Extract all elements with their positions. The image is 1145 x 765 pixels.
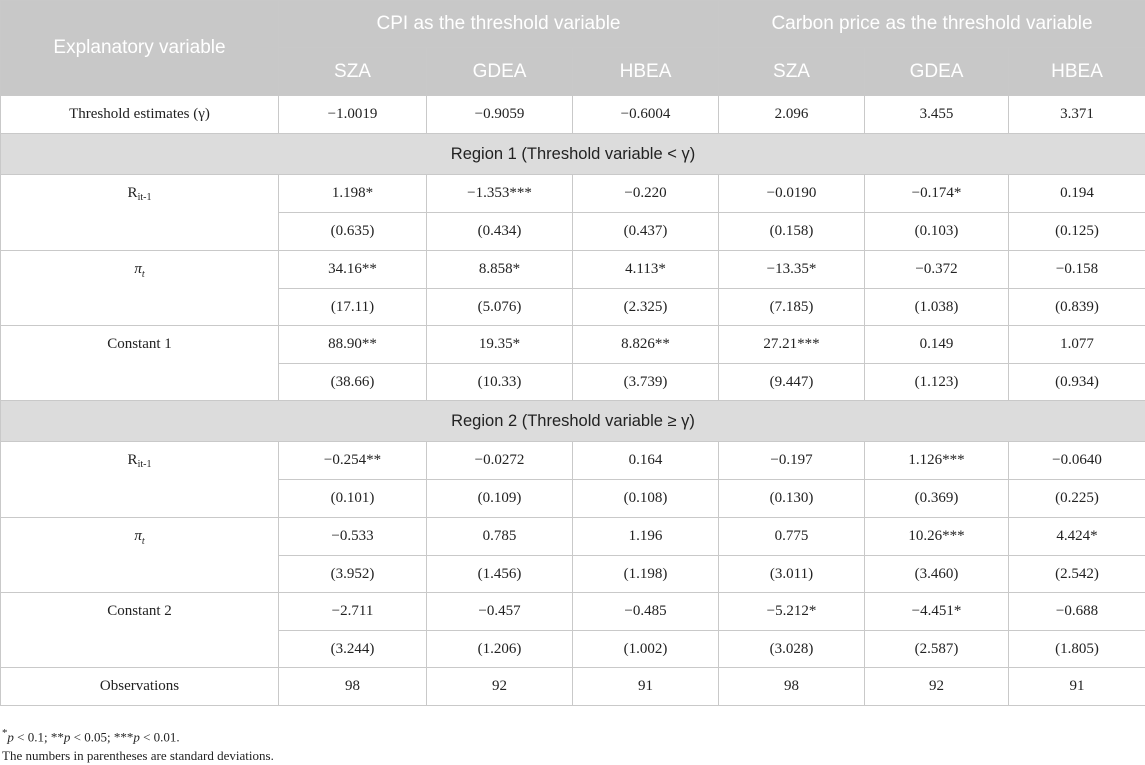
row-observations	[1, 668, 1145, 706]
region1-title: Region 1 (Threshold variable < γ)	[1, 134, 1145, 175]
pi-subscript: t	[142, 536, 145, 547]
cell: −0.457	[427, 593, 573, 631]
cell: (1.206)	[427, 631, 573, 668]
row-label-constant2: Constant 2	[1, 593, 279, 668]
cell: (3.028)	[719, 631, 865, 668]
r-subscript: it-1	[138, 192, 152, 203]
cell: 98	[279, 668, 427, 706]
cell: (1.038)	[865, 289, 1009, 326]
row-label-pi	[1, 251, 279, 326]
cell: (0.103)	[865, 213, 1009, 251]
r2-const-coef-row	[1, 593, 1145, 631]
p-symbol: p	[7, 729, 14, 744]
star: *	[2, 727, 7, 739]
cell: 91	[573, 668, 719, 706]
cell: (0.934)	[1009, 364, 1145, 401]
cell: (3.952)	[279, 556, 427, 593]
cell: (1.002)	[573, 631, 719, 668]
cell: 1.198*	[279, 175, 427, 213]
note-part: < 0.01.	[140, 729, 180, 744]
cell: −5.212*	[719, 593, 865, 631]
cell: 8.826**	[573, 326, 719, 364]
header-group-cpi: CPI as the threshold variable	[279, 1, 719, 48]
significance-note	[2, 724, 274, 746]
cell: 1.196	[573, 518, 719, 556]
cell: (0.109)	[427, 480, 573, 518]
r-subscript: it-1	[138, 459, 152, 470]
header-stub: Explanatory variable	[1, 1, 279, 96]
cell: −1.353***	[427, 175, 573, 213]
cell: (3.460)	[865, 556, 1009, 593]
col-header-sza-cpi: SZA	[279, 48, 427, 96]
cell: −0.485	[573, 593, 719, 631]
row-label-threshold: Threshold estimates (γ)	[1, 96, 279, 134]
cell: (0.369)	[865, 480, 1009, 518]
cell: (0.125)	[1009, 213, 1145, 251]
cell: −0.158	[1009, 251, 1145, 289]
cell: (7.185)	[719, 289, 865, 326]
cell: 4.113*	[573, 251, 719, 289]
cell: 0.194	[1009, 175, 1145, 213]
p-symbol: p	[64, 729, 71, 744]
cell: (1.456)	[427, 556, 573, 593]
note-part: < 0.1; **	[14, 729, 64, 744]
cell: −0.372	[865, 251, 1009, 289]
r2-r-coef-row	[1, 442, 1145, 480]
cell: (5.076)	[427, 289, 573, 326]
cell: −0.197	[719, 442, 865, 480]
pi-symbol	[134, 528, 144, 544]
cell: −2.711	[279, 593, 427, 631]
r1-pi-coef-row	[1, 251, 1145, 289]
cell: (1.805)	[1009, 631, 1145, 668]
cell: (0.108)	[573, 480, 719, 518]
note-part: < 0.05; ***	[70, 729, 133, 744]
r-symbol: R	[128, 452, 138, 468]
cell: −0.533	[279, 518, 427, 556]
pi-label: π	[134, 261, 142, 277]
cell: (0.158)	[719, 213, 865, 251]
row-label-r-lag	[1, 442, 279, 518]
cell: 19.35*	[427, 326, 573, 364]
cell: 27.21***	[719, 326, 865, 364]
cell: −0.0640	[1009, 442, 1145, 480]
cell: (38.66)	[279, 364, 427, 401]
parentheses-note: The numbers in parentheses are standard deviations.	[2, 746, 274, 765]
cell: (0.434)	[427, 213, 573, 251]
region2-title: Region 2 (Threshold variable ≥ γ)	[1, 401, 1145, 442]
col-header-gdea-cpi: GDEA	[427, 48, 573, 96]
cell: 0.149	[865, 326, 1009, 364]
cell: (17.11)	[279, 289, 427, 326]
cell: −0.254**	[279, 442, 427, 480]
cell: −4.451*	[865, 593, 1009, 631]
row-label-r-lag	[1, 175, 279, 251]
cell: (1.123)	[865, 364, 1009, 401]
row-label-constant1: Constant 1	[1, 326, 279, 401]
row-label-observations: Observations	[1, 668, 279, 706]
col-header-sza-carbon: SZA	[719, 48, 865, 96]
col-header-gdea-carbon: GDEA	[865, 48, 1009, 96]
cell: (0.437)	[573, 213, 719, 251]
table-notes	[2, 724, 274, 765]
cell: 1.077	[1009, 326, 1145, 364]
cell: (9.447)	[719, 364, 865, 401]
row-threshold	[1, 96, 1145, 134]
cell: (0.839)	[1009, 289, 1145, 326]
cell: (2.587)	[865, 631, 1009, 668]
cell: 8.858*	[427, 251, 573, 289]
cell: −1.0019	[279, 96, 427, 134]
cell: 0.775	[719, 518, 865, 556]
row-label-pi	[1, 518, 279, 593]
cell: 4.424*	[1009, 518, 1145, 556]
cell: (3.739)	[573, 364, 719, 401]
cell: −0.688	[1009, 593, 1145, 631]
cell: (10.33)	[427, 364, 573, 401]
r2-pi-coef-row	[1, 518, 1145, 556]
cell: −0.174*	[865, 175, 1009, 213]
cell: (0.225)	[1009, 480, 1145, 518]
cell: −0.0272	[427, 442, 573, 480]
cell: 98	[719, 668, 865, 706]
cell: (0.635)	[279, 213, 427, 251]
cell: 1.126***	[865, 442, 1009, 480]
cell: 92	[427, 668, 573, 706]
cell: 91	[1009, 668, 1145, 706]
cell: 10.26***	[865, 518, 1009, 556]
pi-subscript: t	[142, 269, 145, 280]
cell: −13.35*	[719, 251, 865, 289]
cell: (0.130)	[719, 480, 865, 518]
cell: 0.164	[573, 442, 719, 480]
cell: 3.371	[1009, 96, 1145, 134]
header-group-carbon: Carbon price as the threshold variable	[719, 1, 1145, 48]
header-row-groups	[1, 1, 1145, 48]
cell: 92	[865, 668, 1009, 706]
cell: (3.011)	[719, 556, 865, 593]
region1-header	[1, 134, 1145, 175]
region2-header	[1, 401, 1145, 442]
r1-const-coef-row	[1, 326, 1145, 364]
cell: 0.785	[427, 518, 573, 556]
cell: (3.244)	[279, 631, 427, 668]
pi-symbol	[134, 261, 144, 277]
col-header-hbea-carbon: HBEA	[1009, 48, 1145, 96]
p-symbol: p	[133, 729, 140, 744]
cell: (2.325)	[573, 289, 719, 326]
cell: −0.0190	[719, 175, 865, 213]
cell: 3.455	[865, 96, 1009, 134]
cell: −0.220	[573, 175, 719, 213]
col-header-hbea-cpi: HBEA	[573, 48, 719, 96]
cell: −0.6004	[573, 96, 719, 134]
cell: −0.9059	[427, 96, 573, 134]
cell: (1.198)	[573, 556, 719, 593]
cell: (0.101)	[279, 480, 427, 518]
pi-label: π	[134, 528, 142, 544]
r1-r-coef-row	[1, 175, 1145, 213]
cell: 88.90**	[279, 326, 427, 364]
cell: 34.16**	[279, 251, 427, 289]
r-symbol: R	[128, 185, 138, 201]
cell: 2.096	[719, 96, 865, 134]
cell: (2.542)	[1009, 556, 1145, 593]
